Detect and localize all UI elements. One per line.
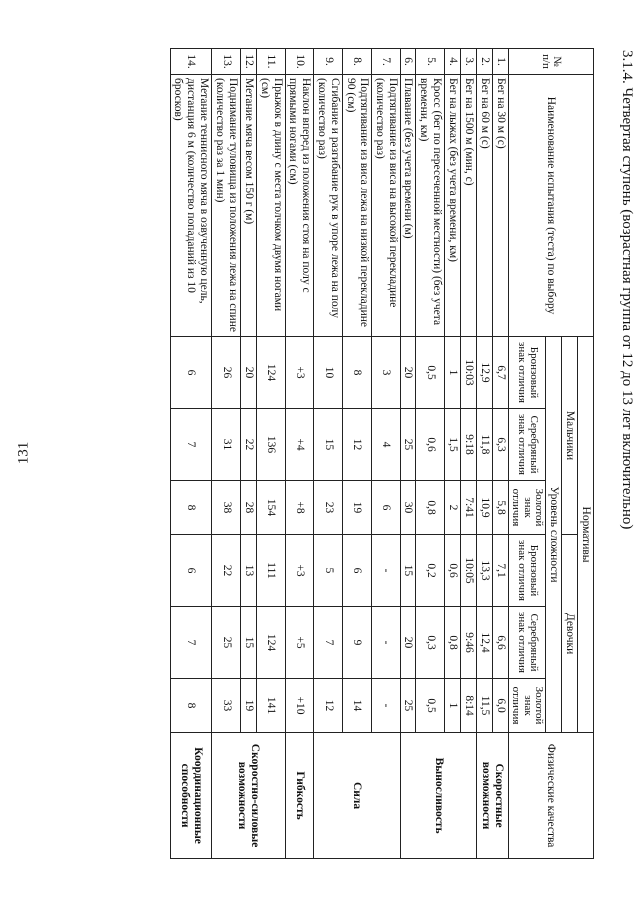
test-name: Прыжок в длину с места толчком двумя ногами (см) [256,75,285,337]
test-name: Подтягивание из виса на высокой перекладине (количество раз) [371,75,400,337]
value-cell: 7:41 [461,481,477,535]
quality-endurance: Выносливость [400,733,476,859]
value-cell: 11,5 [476,679,492,733]
test-name: Бег на 1500 м (мин, с) [461,75,477,337]
value-cell: 20 [400,337,416,409]
row-number: 7. [371,49,400,75]
value-cell: 0,6 [416,409,445,481]
value-cell: 0,2 [416,535,445,607]
value-cell: 22 [212,535,241,607]
value-cell: 10:05 [461,535,477,607]
table-caption: 3.1.4. Четвертая ступень (возрастная группа от 12 до 13 лет включительно) [619,50,635,530]
value-cell: 136 [256,409,285,481]
quality-coordination: Координационные способности [170,733,212,859]
value-cell: 6,0 [492,679,508,733]
value-cell: 12,4 [476,607,492,679]
table-row [371,49,400,859]
value-cell: 154 [256,481,285,535]
value-cell: 111 [256,535,285,607]
row-number: 3. [461,49,477,75]
table-row [285,49,314,859]
value-cell: 20 [400,607,416,679]
value-cell: 22 [240,409,256,481]
value-cell: 0,3 [416,607,445,679]
value-cell: 11,8 [476,409,492,481]
value-cell: 7,1 [492,535,508,607]
header-quality: Физические качества [508,733,593,859]
value-cell: 1,5 [445,409,461,481]
value-cell: 10,9 [476,481,492,535]
value-cell: 0,8 [416,481,445,535]
value-cell: 15 [314,409,343,481]
test-name: Метание теннисного мяча в озвученную цель, дистанция 6 м (количество попаданий из 10 бросков) [170,75,212,337]
value-cell: 19 [240,679,256,733]
value-cell: 28 [240,481,256,535]
value-cell: 1 [445,337,461,409]
test-name: Кросс (бег по пересеченной местности) (без учета времени, км) [416,75,445,337]
value-cell: 0,5 [416,337,445,409]
value-cell: 2 [445,481,461,535]
row-number: 4. [445,49,461,75]
test-name: Бег на лыжах (без учета времени, км) [445,75,461,337]
value-cell: 26 [212,337,241,409]
header-norms: Нормативы [578,337,594,733]
header-level: Уровень сложности [546,337,562,733]
value-cell: 5,8 [492,481,508,535]
value-cell: +10 [285,679,314,733]
header-silver-girls: Серебряный знак отличия [508,607,546,679]
value-cell: 8 [343,337,372,409]
value-cell: 23 [314,481,343,535]
quality-speed: Скоростные возможности [476,733,508,859]
table-row [170,49,212,859]
test-name: Бег на 60 м (с) [476,75,492,337]
header-gold-girls: Золотой знак отличия [508,679,546,733]
header-name: Наименование испытания (теста) по выбору [508,75,593,337]
row-number: 10. [285,49,314,75]
value-cell: 3 [371,337,400,409]
value-cell: - [371,679,400,733]
quality-flexibility: Гибкость [285,733,314,859]
value-cell: 5 [314,535,343,607]
value-cell: 14 [343,679,372,733]
value-cell: 7 [170,607,212,679]
value-cell: 19 [343,481,372,535]
table-row [256,49,285,859]
value-cell: 124 [256,337,285,409]
value-cell: 10:03 [461,337,477,409]
value-cell: 4 [371,409,400,481]
row-number: 13. [212,49,241,75]
value-cell: 13,3 [476,535,492,607]
test-name: Плавание (без учета времени (м) [400,75,416,337]
row-number: 11. [256,49,285,75]
value-cell: 6 [170,535,212,607]
value-cell: 6 [170,337,212,409]
value-cell: - [371,535,400,607]
row-number: 1. [492,49,508,75]
header-girls: Девочки [562,535,578,733]
value-cell: 38 [212,481,241,535]
row-number: 6. [400,49,416,75]
header-bronze-boys: Бронзовый знак отличия [508,337,546,409]
header-num: № п/п [508,49,593,75]
value-cell: +3 [285,535,314,607]
value-cell: 9 [343,607,372,679]
value-cell: 8:14 [461,679,477,733]
test-name: Сгибание и разгибание рук в упоре лежа на полу (количество раз) [314,75,343,337]
test-name: Бег на 30 м (с) [492,75,508,337]
row-number: 5. [416,49,445,75]
value-cell: 13 [240,535,256,607]
value-cell: 25 [400,409,416,481]
value-cell: 31 [212,409,241,481]
row-number: 9. [314,49,343,75]
value-cell: 25 [400,679,416,733]
value-cell: 6 [371,481,400,535]
test-name: Подтягивание из виса лежа на низкой перекладине 90 (см) [343,75,372,337]
value-cell: 33 [212,679,241,733]
value-cell: 30 [400,481,416,535]
value-cell: 6 [343,535,372,607]
value-cell: 15 [400,535,416,607]
header-gold-boys: Золотой знак отличия [508,481,546,535]
value-cell: +3 [285,337,314,409]
quality-speed-strength: Скоростно-силовые возможности [212,733,285,859]
norms-table [170,48,594,859]
value-cell: 6,7 [492,337,508,409]
quality-strength: Сила [314,733,400,859]
value-cell: 0,8 [445,607,461,679]
table-row [461,49,477,859]
value-cell: 10 [314,337,343,409]
value-cell: +4 [285,409,314,481]
value-cell: 12,9 [476,337,492,409]
value-cell: 9:46 [461,607,477,679]
row-number: 8. [343,49,372,75]
value-cell: - [371,607,400,679]
header-silver-boys: Серебряный знак отличия [508,409,546,481]
header-bronze-girls: Бронзовый знак отличия [508,535,546,607]
value-cell: +5 [285,607,314,679]
test-name: Метание мяча весом 150 г (м) [240,75,256,337]
value-cell: 6,3 [492,409,508,481]
value-cell: 15 [240,607,256,679]
value-cell: 20 [240,337,256,409]
value-cell: 6,6 [492,607,508,679]
row-number: 14. [170,49,212,75]
header-boys: Мальчики [562,337,578,535]
value-cell: 124 [256,607,285,679]
row-number: 2. [476,49,492,75]
value-cell: +8 [285,481,314,535]
value-cell: 1 [445,679,461,733]
value-cell: 0,6 [445,535,461,607]
page-number: 131 [15,441,32,465]
table-row [492,49,508,859]
value-cell: 7 [170,409,212,481]
test-name: Поднимание туловища из положения лежа на спине (количество раз за 1 мин) [212,75,241,337]
value-cell: 25 [212,607,241,679]
value-cell: 9:18 [461,409,477,481]
value-cell: 0,5 [416,679,445,733]
value-cell: 12 [343,409,372,481]
value-cell: 12 [314,679,343,733]
row-number: 12. [240,49,256,75]
test-name: Наклон вперед из положения стоя на полу с прямыми ногами (см) [285,75,314,337]
value-cell: 141 [256,679,285,733]
value-cell: 8 [170,481,212,535]
value-cell: 7 [314,607,343,679]
value-cell: 8 [170,679,212,733]
